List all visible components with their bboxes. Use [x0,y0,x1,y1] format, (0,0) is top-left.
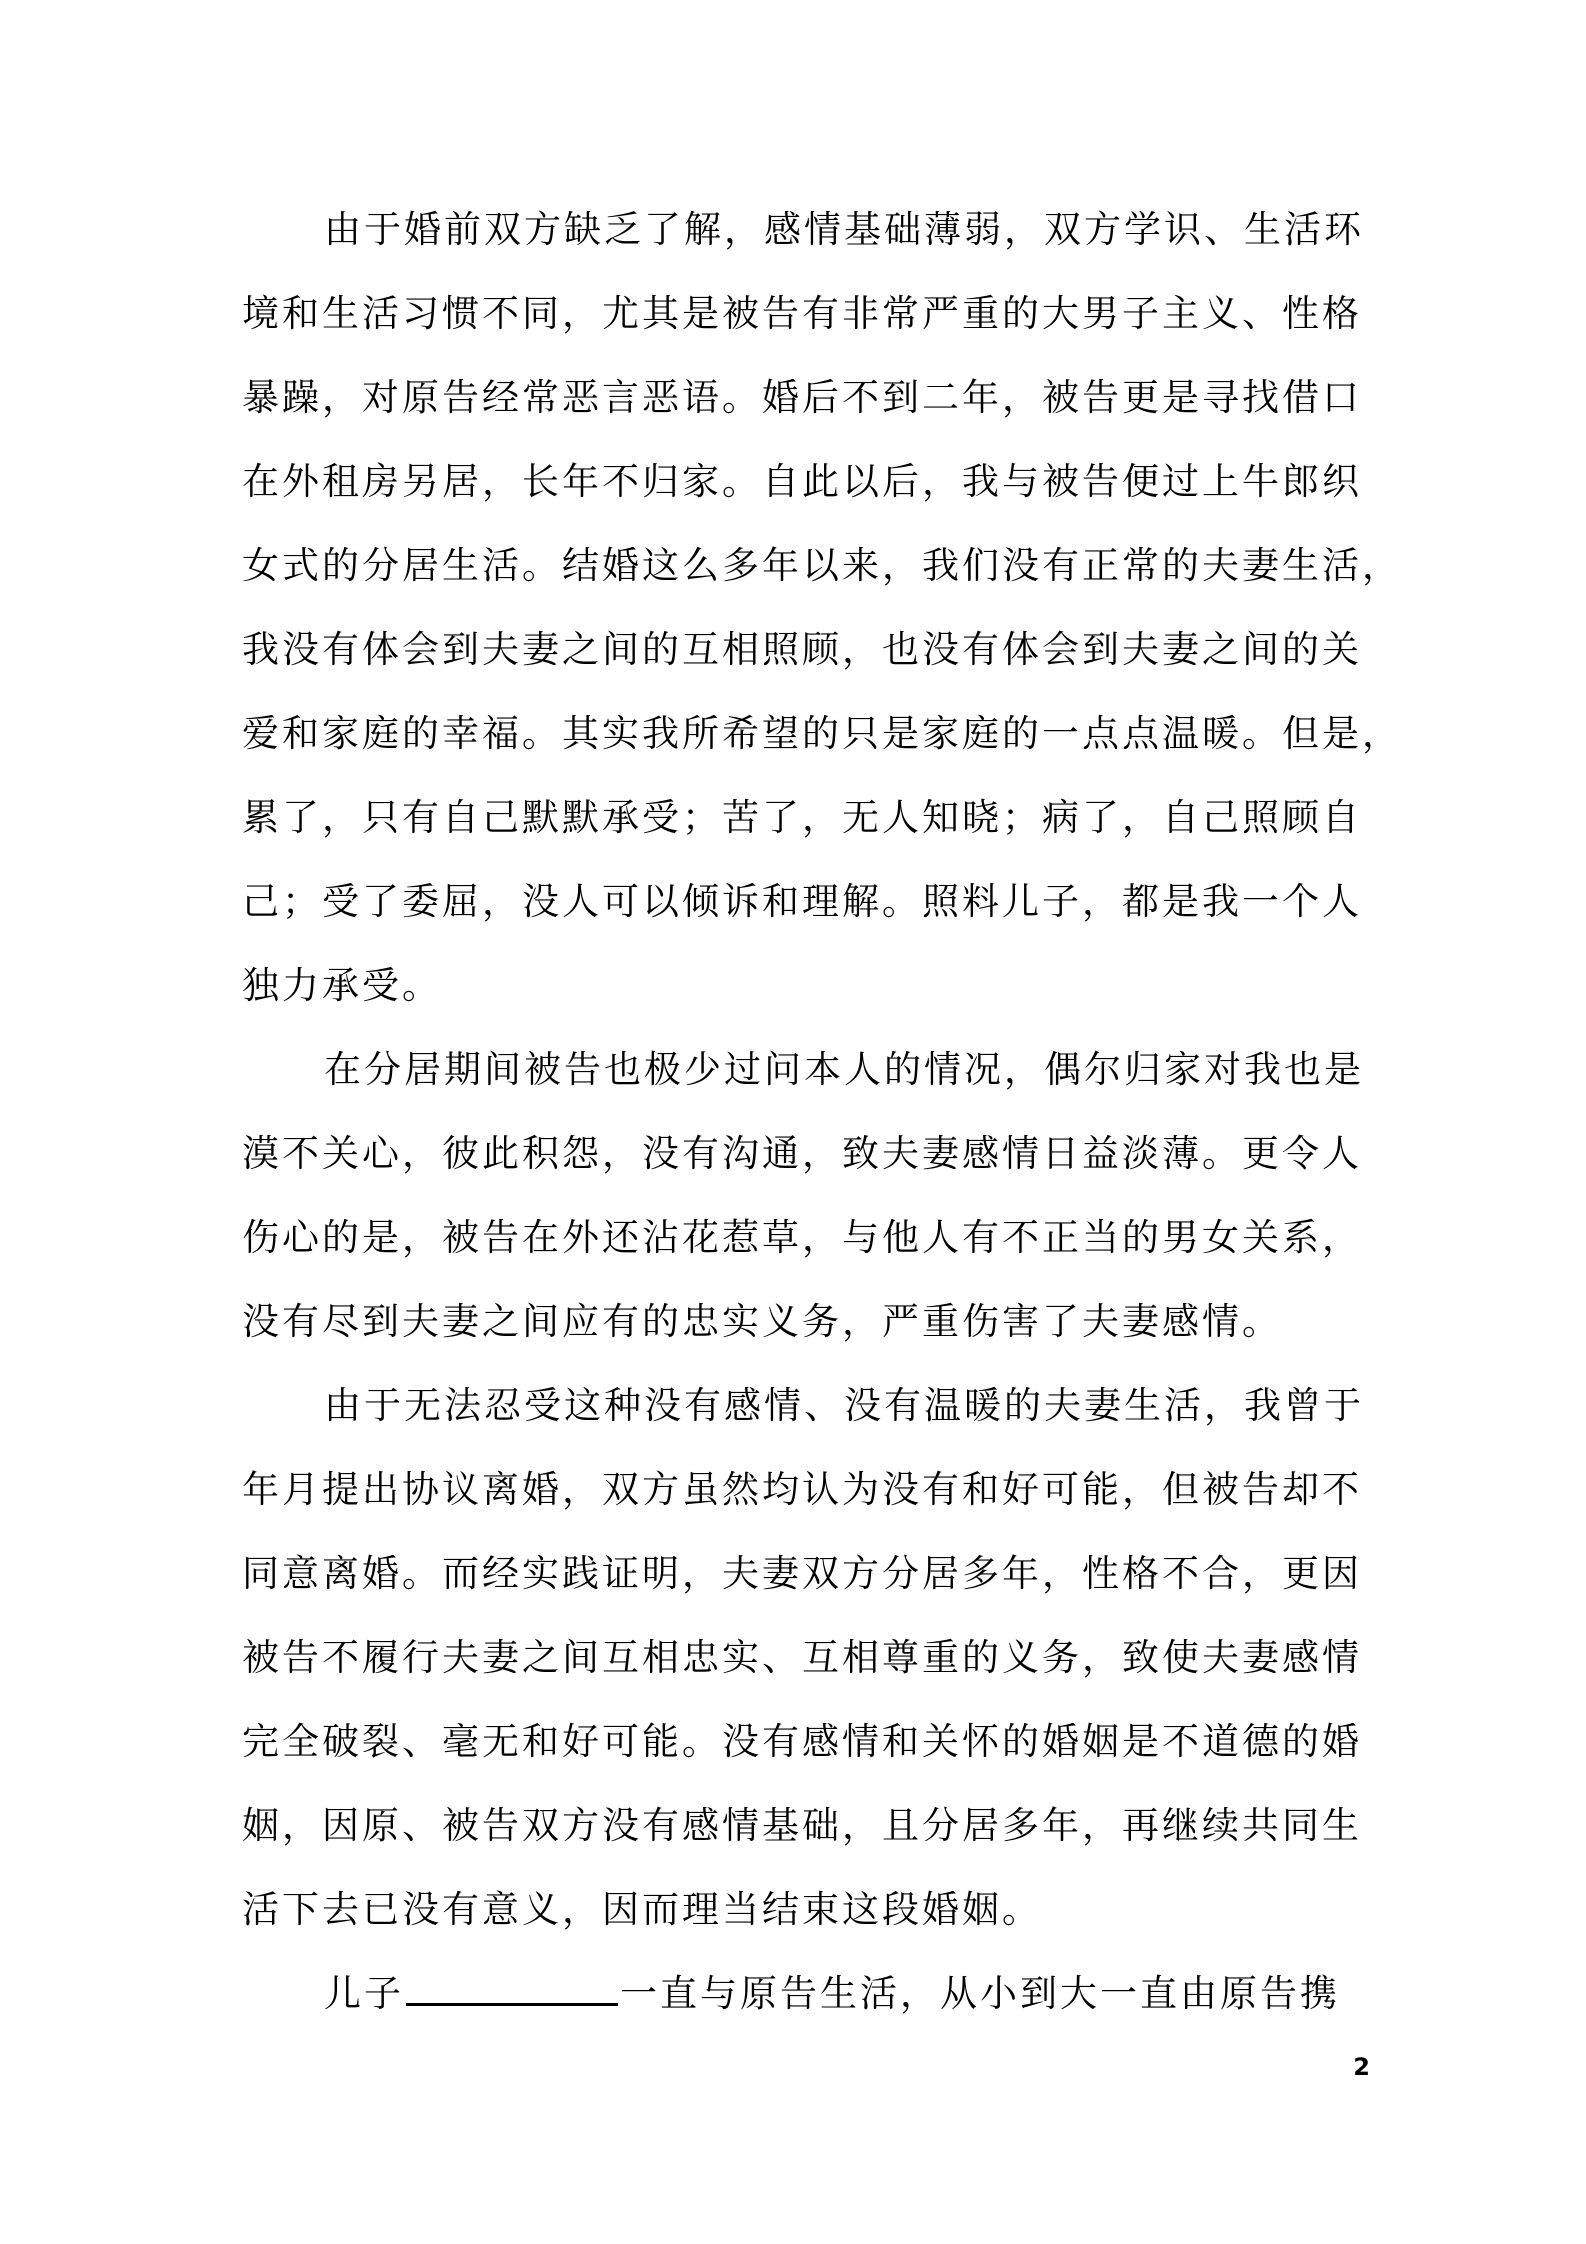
paragraph-1-line-3: 暴躁，对原告经常恶言恶语。婚后不到二年，被告更是寻找借口 [242,376,1362,419]
paragraph-3-line-4: 被告不履行夫妻之间互相忠实、互相尊重的义务，致使夫妻感情 [242,1636,1362,1679]
page-number: 2 [1353,2053,1370,2081]
name-blank-line [406,1969,618,2006]
paragraph-3-line-7: 活下去已没有意义，因而理当结束这段婚姻。 [242,1888,1042,1931]
paragraph-3-line-6: 姻，因原、被告双方没有感情基础，且分居多年，再继续共同生 [242,1804,1362,1847]
paragraph-1-line-2: 境和生活习惯不同，尤其是被告有非常严重的大男子主义、性格 [242,292,1362,335]
paragraph-1-line-7: 爱和家庭的幸福。其实我所希望的只是家庭的一点点温暖。但是， [242,712,1402,755]
paragraph-1-line-4: 在外租房另居，长年不归家。自此以后，我与被告便过上牛郎织 [242,460,1362,503]
paragraph-1-line-10: 独力承受。 [242,964,442,1007]
paragraph-1-line-1: 由于婚前双方缺乏了解，感情基础薄弱，双方学识、生活环 [324,208,1364,251]
paragraph-4-end: 一直与原告生活，从小到大一直由原告携 [620,1972,1340,2015]
paragraph-1-line-5: 女式的分居生活。结婚这么多年以来，我们没有正常的夫妻生活， [242,544,1402,587]
paragraph-4-start: 儿子 [324,1972,404,2015]
paragraph-2-line-1: 在分居期间被告也极少过问本人的情况，偶尔归家对我也是 [324,1048,1364,1091]
paragraph-3-line-3: 同意离婚。而经实践证明，夫妻双方分居多年，性格不合，更因 [242,1552,1362,1595]
paragraph-1-line-8: 累了，只有自己默默承受；苦了，无人知晓；病了，自己照顾自 [242,796,1362,839]
paragraph-2-line-2: 漠不关心，彼此积怨，没有沟通，致夫妻感情日益淡薄。更令人 [242,1132,1362,1175]
paragraph-1-line-6: 我没有体会到夫妻之间的互相照顾，也没有体会到夫妻之间的关 [242,628,1362,671]
paragraph-3-line-1: 由于无法忍受这种没有感情、没有温暖的夫妻生活，我曾于 [324,1384,1364,1427]
paragraph-3-line-2: 年月提出协议离婚，双方虽然均认为没有和好可能，但被告却不 [242,1468,1362,1511]
paragraph-4-line-1 [324,1964,1354,2024]
paragraph-2-line-3: 伤心的是，被告在外还沾花惹草，与他人有不正当的男女关系， [242,1216,1362,1259]
paragraph-3-line-5: 完全破裂、毫无和好可能。没有感情和关怀的婚姻是不道德的婚 [242,1720,1362,1763]
paragraph-2-line-4: 没有尽到夫妻之间应有的忠实义务，严重伤害了夫妻感情。 [242,1300,1282,1343]
paragraph-1-line-9: 己；受了委屈，没人可以倾诉和理解。照料儿子，都是我一个人 [242,880,1362,923]
